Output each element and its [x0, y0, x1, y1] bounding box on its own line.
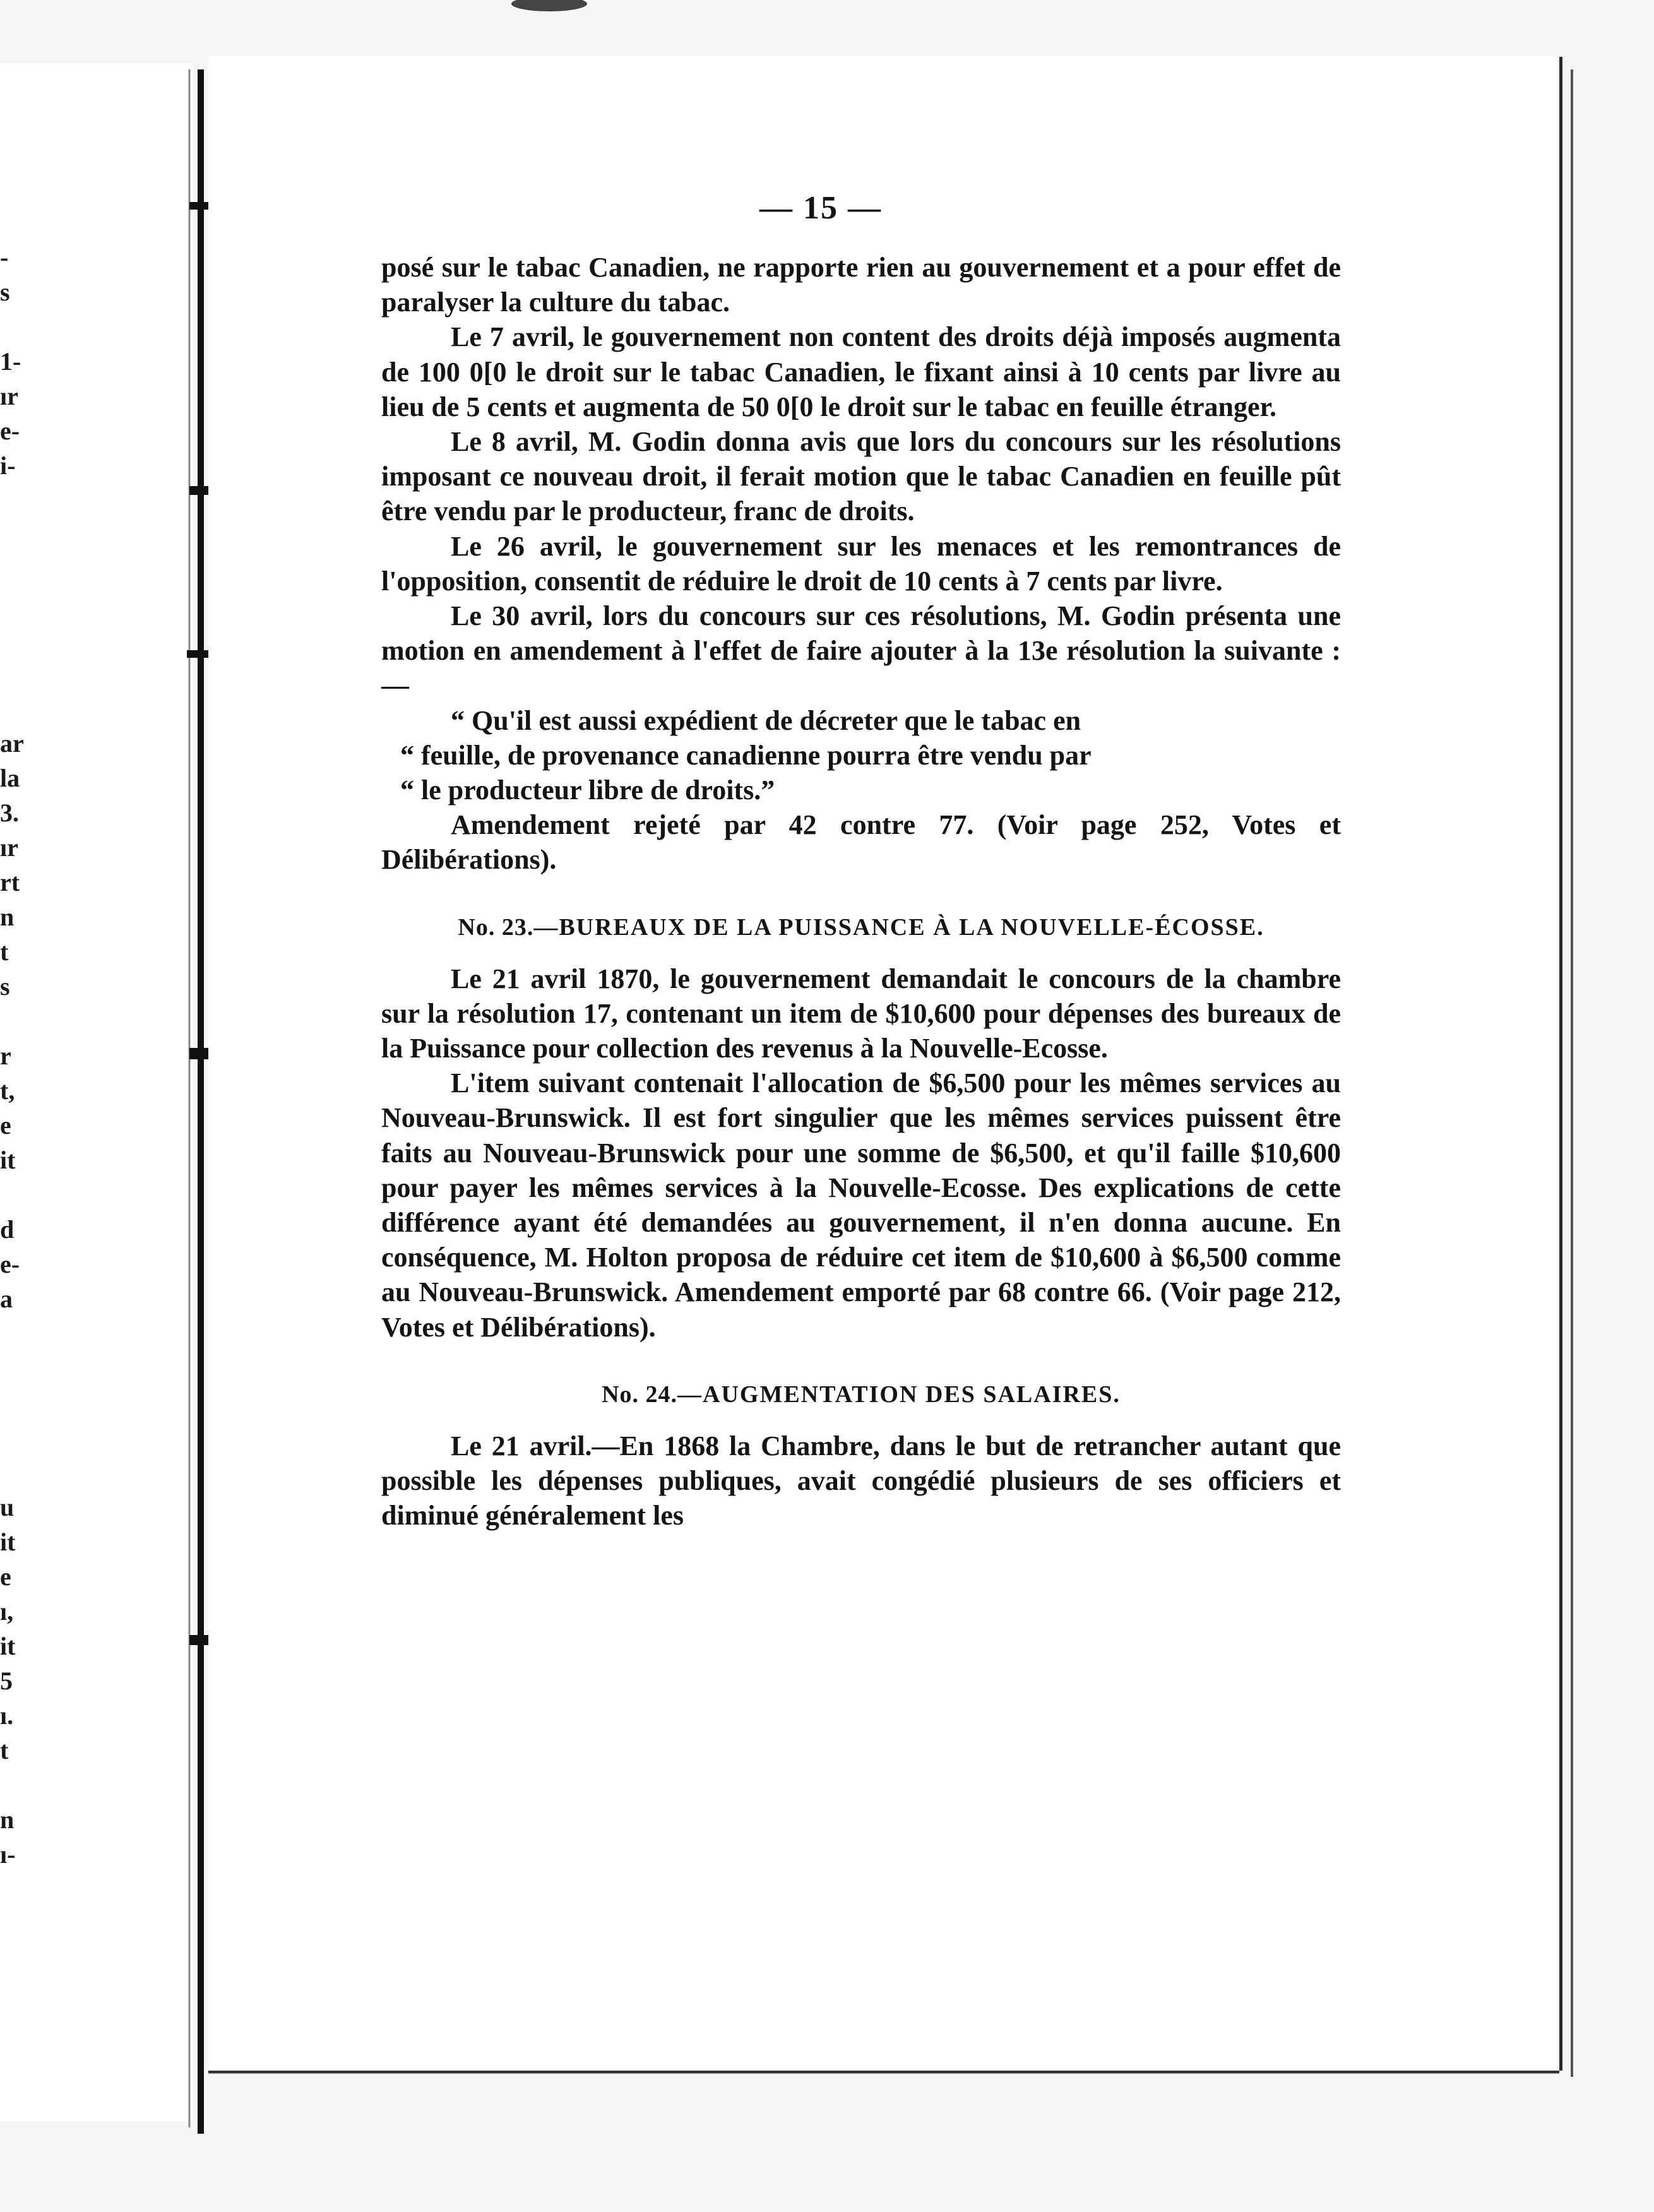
- left-page-fragment: la: [0, 764, 20, 792]
- page-body: [381, 250, 1341, 1533]
- left-page-fragment: n: [0, 903, 15, 931]
- left-page-fragment: -: [0, 243, 9, 271]
- page-number: — 15 —: [759, 190, 882, 226]
- left-page-fragment: [0, 657, 25, 691]
- section-title: —AUGMENTATION DES SALAIRES.: [677, 1381, 1121, 1408]
- left-page-fragment: e-: [0, 417, 20, 445]
- left-page-fragment: d: [0, 1215, 15, 1244]
- left-page-fragment: t,: [0, 1076, 15, 1105]
- paragraph-section-24-a: Le 21 avril.—En 1868 la Chambre, dans le but de retrancher autant que possible les dépenses publiques, avait congédié plusieurs de ses officiers et diminué généralement les: [381, 1430, 1341, 1531]
- left-page-fragment: e: [0, 1111, 11, 1139]
- paragraph-section-23-a: Le 21 avril 1870, le gouvernement demandait le concours de la chambre sur la résolution 17, contenant un item de $10,600 pour dépenses des bureaux de la Puissance pour collection des revenus à la Nouvelle-Ecosse.: [381, 963, 1341, 1064]
- left-page-fragment: 3.: [0, 799, 19, 827]
- section-title: —BUREAUX DE LA PUISSANCE À LA NOUVELLE-ÉCOSSE.: [533, 913, 1264, 941]
- paragraph-amendment: Amendement rejeté par 42 contre 77. (Voir page 252, Votes et Délibérations).: [381, 809, 1341, 876]
- quote-line: “ le producteur libre de droits.”: [400, 775, 775, 806]
- left-page-fragment: ır: [0, 382, 18, 410]
- left-page-fragment: [0, 1316, 25, 1351]
- left-page-fragments: [0, 240, 25, 1872]
- section-heading-23: [381, 910, 1341, 945]
- left-page-fragment: it: [0, 1146, 16, 1174]
- section-heading-24: [381, 1377, 1341, 1412]
- left-page-fragment: u: [0, 1493, 15, 1521]
- left-page-fragment: [0, 1177, 25, 1212]
- left-page-fragment: e: [0, 1562, 11, 1591]
- left-page-fragment: [0, 691, 25, 726]
- left-page-fragment: ı.: [0, 1701, 14, 1730]
- left-page-fragment: [0, 1004, 25, 1038]
- left-page-fragment: [0, 587, 25, 622]
- left-page-fragment: 5: [0, 1667, 13, 1695]
- left-page-fragment: [0, 518, 25, 552]
- left-page-fragment: s: [0, 972, 10, 1001]
- left-page-fragment: [0, 1768, 25, 1802]
- left-page-fragment: [0, 1351, 25, 1386]
- quote-line: “ Qu'il est aussi expédient de décreter que le tabac en: [451, 705, 1081, 736]
- paragraph-section-23-b: L'item suivant contenait l'allocation de $6,500 pour les mêmes services au Nouveau-Brunswick. Il est fort singulier que les mêmes services puissent être faits au Nouveau-Brunswick pour une somme de $6,500, et qu'il faille $10,600 pour payer les mêmes services à la Nouvelle-Ecosse. Des explications de cette différence ayant été demandées au gouvernement, il n'en donna aucune. En conséquence, M. Holton proposa de réduire cet item de $10,600 à $6,500 comme au Nouveau-Brunswick. Amendement emporté par 68 contre 66. (Voir page 212, Votes et Délibérations).: [381, 1067, 1341, 1343]
- paragraph-continuation: posé sur le tabac Canadien, ne rapporte rien au gouvernement et a pour effet de paralyser la culture du tabac.: [381, 252, 1341, 318]
- left-page-fragment: ı-: [0, 1840, 16, 1869]
- left-page-fragment: ar: [0, 729, 24, 758]
- left-page-fragment: [0, 1455, 25, 1490]
- left-page-fragment: [0, 622, 25, 657]
- section-number: No. 24.: [602, 1381, 678, 1408]
- left-page-fragment: [0, 483, 25, 518]
- left-page-fragment: t: [0, 1736, 9, 1764]
- left-page-fragment: 1-: [0, 347, 21, 376]
- quoted-resolution: [381, 703, 1341, 808]
- section-number: No. 23.: [458, 913, 534, 941]
- left-page-fragment: rt: [0, 868, 20, 896]
- paragraph-april-26: Le 26 avril, le gouvernement sur les menaces et les remontrances de l'opposition, consentit de réduire le droit de 10 cents à 7 cents par livre.: [381, 530, 1341, 597]
- left-page-fragment: [0, 552, 25, 587]
- quote-line: “ feuille, de provenance canadienne pourra être vendu par: [400, 739, 1092, 771]
- left-page-fragment: n: [0, 1805, 15, 1834]
- left-page-fragment: t: [0, 937, 9, 966]
- left-page-fragment: [0, 1386, 25, 1420]
- paragraph-april-8: Le 8 avril, M. Godin donna avis que lors du concours sur les résolutions imposant ce nouveau droit, il ferait motion que le tabac Canadien en feuille pût être vendu par le producteur, franc de droits.: [381, 426, 1341, 527]
- left-page-fragment: it: [0, 1528, 16, 1556]
- left-page-fragment: ı,: [0, 1597, 14, 1626]
- left-page-fragment: [0, 1420, 25, 1455]
- left-page-fragment: r: [0, 1042, 11, 1070]
- left-page-fragment: [0, 309, 25, 344]
- paragraph-april-30: Le 30 avril, lors du concours sur ces résolutions, M. Godin présenta une motion en amendement à l'effet de faire ajouter à la 13e résolution la suivante :—: [381, 600, 1341, 701]
- paragraph-april-7: Le 7 avril, le gouvernement non content des droits déjà imposés augmenta de 100 0[0 le droit sur le tabac Canadien, le fixant ainsi à 10 cents par livre au lieu de 5 cents et augmenta de 50 0[0 le droit sur le tabac en feuille étranger.: [381, 321, 1341, 422]
- left-page-fragment: s: [0, 278, 10, 306]
- left-page-fragment: ır: [0, 833, 18, 862]
- left-page-fragment: it: [0, 1632, 16, 1660]
- left-page-fragment: i-: [0, 451, 16, 480]
- left-page-fragment: e-: [0, 1250, 20, 1278]
- left-page-fragment: a: [0, 1285, 13, 1313]
